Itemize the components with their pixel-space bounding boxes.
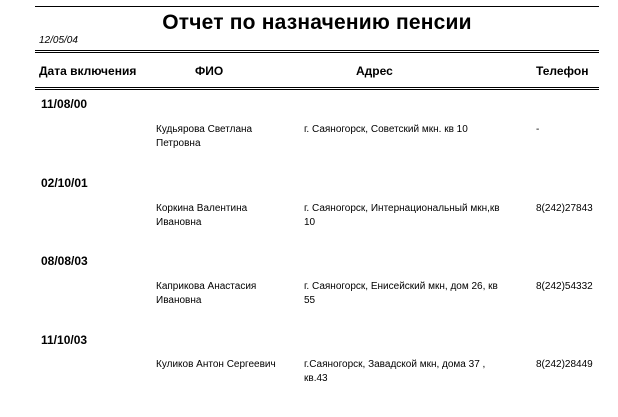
- record-fio: [156, 123, 296, 151]
- report-title: Отчет по назначению пенсии: [162, 11, 472, 34]
- column-header-date: Дата включения: [39, 64, 137, 78]
- column-header-address: Адрес: [356, 64, 393, 78]
- record-address-line: 55: [304, 295, 316, 306]
- column-header-fio: ФИО: [195, 64, 224, 78]
- record-address-line: г. Саяногорск, Интернациональный мкн,кв: [304, 203, 500, 214]
- header-bottom-rule: [35, 87, 599, 88]
- record-phone: 8(242)54332: [536, 281, 593, 292]
- record-fio-line: Кудьярова Светлана: [156, 124, 253, 135]
- record-phone: 8(242)27843: [536, 203, 593, 214]
- record-fio: [156, 358, 296, 372]
- record-address-line: г. Саяногорск, Советский мкн. кв 10: [304, 124, 468, 135]
- record-fio: [156, 202, 296, 230]
- record-phone: 8(242)28449: [536, 359, 593, 370]
- column-header-phone: Телефон: [536, 64, 589, 78]
- report-date: 12/05/04: [39, 35, 78, 46]
- record-phone: -: [536, 124, 540, 135]
- record-fio-line: Куликов Антон Сергеевич: [156, 359, 276, 370]
- record-address-line: 10: [304, 217, 316, 228]
- header-bottom-rule-double: [35, 89, 599, 90]
- record-address-line: г.Саяногорск, Завадской мкн, дома 37 ,: [304, 359, 486, 370]
- record-fio-line: Ивановна: [156, 217, 202, 228]
- record-address: [304, 358, 518, 386]
- record-address: [304, 202, 518, 230]
- record-address-line: кв.43: [304, 373, 328, 384]
- header-top-rule: [35, 50, 599, 51]
- group-date: 11/08/00: [41, 97, 88, 111]
- record-fio-line: Коркина Валентина: [156, 203, 248, 214]
- record-address: [304, 123, 518, 137]
- record-address: [304, 280, 518, 308]
- record-fio-line: Петровна: [156, 138, 201, 149]
- top-rule: [35, 6, 599, 7]
- group-date: 08/08/03: [41, 254, 88, 268]
- record-fio-line: Ивановна: [156, 295, 202, 306]
- group-date: 02/10/01: [41, 176, 88, 190]
- record-address-line: г. Саяногорск, Енисейский мкн, дом 26, кв: [304, 281, 498, 292]
- group-date: 11/10/03: [41, 333, 88, 347]
- header-top-rule-double: [35, 52, 599, 53]
- record-fio: [156, 280, 296, 308]
- record-fio-line: Каприкова Анастасия: [156, 281, 257, 292]
